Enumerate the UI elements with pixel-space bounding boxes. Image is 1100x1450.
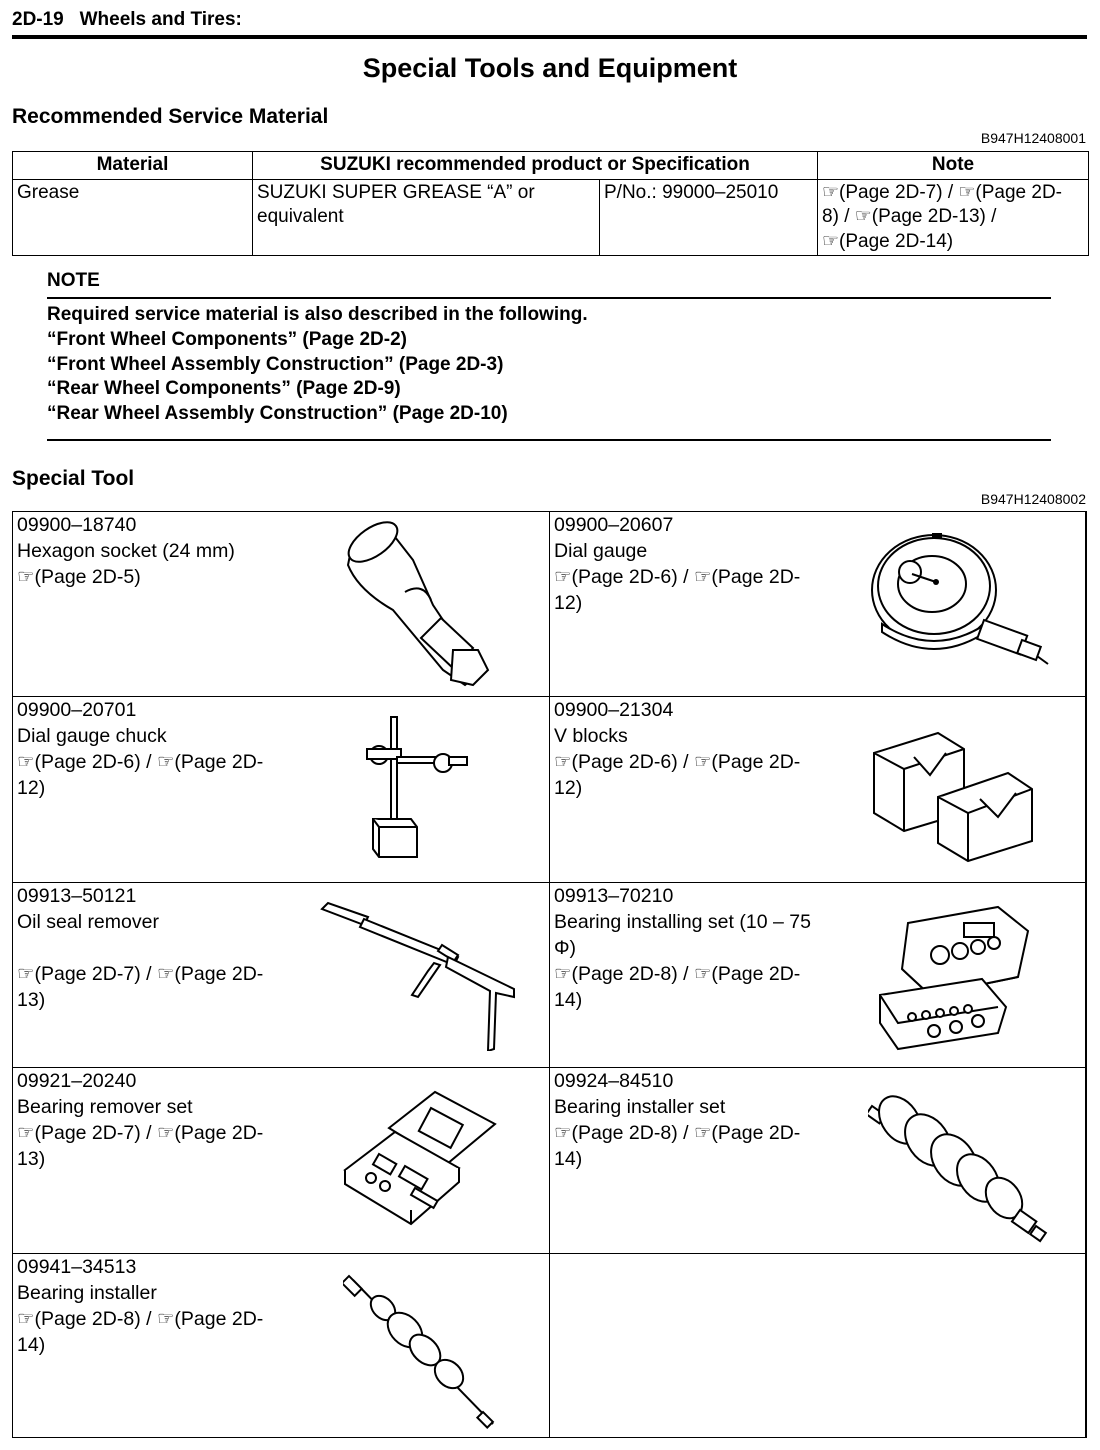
special-tool-grid: [12, 511, 1087, 1438]
service-material-table: [12, 151, 1089, 256]
tool-ref[interactable]: ☞(Page 2D-8) / ☞(Page 2D-: [554, 1122, 801, 1145]
tool-ref[interactable]: 14): [554, 988, 583, 1011]
tool-ref[interactable]: ☞(Page 2D-6) / ☞(Page 2D-: [554, 566, 801, 588]
part-number-cell: P/No.: 99000–25010: [600, 179, 818, 256]
note-line: “Rear Wheel Components” (Page 2D-9): [47, 378, 401, 400]
table-header-row: [13, 152, 1089, 180]
tool-name: Dial gauge: [554, 540, 648, 562]
tool-cell: [13, 883, 550, 1068]
tool-name: Bearing remover set: [17, 1096, 193, 1119]
tool-number: 09913–50121: [17, 884, 137, 907]
tool-name: Dial gauge chuck: [17, 725, 167, 748]
page-title: Special Tools and Equipment: [362, 53, 738, 83]
column-header-product: SUZUKI recommended product or Specification: [253, 152, 818, 180]
hexagon-socket-icon: [333, 520, 503, 690]
v-blocks-icon: [868, 713, 1058, 863]
tool-number: 09941–34513: [17, 1255, 137, 1278]
tool-ref[interactable]: ☞(Page 2D-7) / ☞(Page 2D-: [17, 962, 264, 985]
tool-ref[interactable]: 14): [17, 1333, 46, 1356]
tool-number: 09900–20607: [554, 514, 674, 536]
tool-ref[interactable]: 12): [554, 592, 583, 614]
column-header-material: Material: [13, 152, 253, 180]
tool-number: 09900–21304: [554, 699, 674, 722]
note-label: NOTE: [47, 270, 100, 291]
note-ref-line[interactable]: ☞(Page 2D-7) / ☞(Page 2D-: [822, 181, 1063, 203]
note-ref-line[interactable]: ☞(Page 2D-14): [822, 230, 954, 252]
tool-number: 09921–20240: [17, 1070, 137, 1093]
tool-cell: [13, 697, 550, 882]
dial-gauge-chuck-icon: [353, 715, 473, 865]
tool-number: 09900–20701: [17, 699, 137, 722]
page-header: [12, 9, 242, 31]
tool-ref[interactable]: ☞(Page 2D-8) / ☞(Page 2D-: [554, 962, 801, 985]
table-row: [13, 179, 1089, 256]
note-line: Required service material is also described in the following.: [47, 304, 588, 325]
bearing-remover-set-icon: [335, 1088, 515, 1238]
tool-cell: [550, 512, 1086, 697]
tool-ref[interactable]: ☞(Page 2D-7) / ☞(Page 2D-: [17, 1122, 264, 1145]
service-material-doc-id: B947H12408001: [980, 130, 1086, 146]
tool-ref[interactable]: ☞(Page 2D-5): [17, 566, 141, 588]
tool-ref[interactable]: 12): [17, 777, 46, 800]
note-divider: [47, 439, 1051, 441]
note-line: “Rear Wheel Assembly Construction” (Page 2D-10): [47, 403, 508, 425]
tool-cell: [550, 697, 1086, 882]
bearing-installer-icon: [343, 1272, 503, 1432]
tool-cell: [13, 512, 550, 697]
header-divider: [12, 35, 1087, 39]
product-cell: SUZUKI SUPER GREASE “A” or equivalent: [253, 179, 600, 256]
dial-gauge-icon: [862, 528, 1058, 684]
tool-ref[interactable]: 13): [17, 1148, 46, 1171]
tool-cell: [13, 1068, 550, 1253]
column-header-note: Note: [818, 152, 1089, 180]
tool-name: Bearing installer set: [554, 1096, 726, 1119]
tool-ref[interactable]: ☞(Page 2D-8) / ☞(Page 2D-: [17, 1307, 264, 1330]
tool-name: Oil seal remover: [17, 910, 159, 933]
tool-number: 09913–70210: [554, 884, 674, 907]
special-tool-heading: Special Tool: [12, 467, 135, 490]
material-cell: Grease: [13, 179, 253, 256]
bearing-installing-set-icon: [878, 903, 1058, 1053]
note-line: “Front Wheel Assembly Construction” (Page 2D-3): [47, 353, 504, 375]
tool-number: 09924–84510: [554, 1070, 674, 1093]
special-tool-doc-id: B947H12408002: [980, 491, 1086, 507]
tool-ref[interactable]: ☞(Page 2D-6) / ☞(Page 2D-: [17, 751, 264, 774]
tool-name: V blocks: [554, 725, 628, 748]
tool-ref[interactable]: ☞(Page 2D-6) / ☞(Page 2D-: [554, 751, 801, 774]
tool-cell: [550, 883, 1086, 1068]
empty-tool-cell: [550, 1254, 1086, 1438]
tool-cell: [550, 1068, 1086, 1253]
tool-number: 09900–18740: [17, 514, 137, 536]
section-name: Wheels and Tires:: [79, 9, 242, 30]
note-box: [47, 270, 1051, 441]
page-ref: 2D-19: [12, 9, 64, 30]
note-cell: [818, 179, 1089, 256]
note-line: “Front Wheel Components” (Page 2D-2): [47, 328, 407, 350]
tool-name: Bearing installing set (10 – 75 Φ): [554, 910, 811, 959]
bearing-installer-set-icon: [868, 1088, 1058, 1248]
tool-cell: [13, 1254, 550, 1438]
service-material-heading: Recommended Service Material: [12, 105, 329, 128]
tool-ref[interactable]: 13): [17, 988, 46, 1011]
tool-name: Hexagon socket (24 mm): [17, 540, 235, 562]
tool-ref[interactable]: 14): [554, 1148, 583, 1171]
tool-name: Bearing installer: [17, 1281, 157, 1304]
note-ref-line[interactable]: 8) / ☞(Page 2D-13) /: [822, 206, 997, 227]
oil-seal-remover-icon: [318, 901, 518, 1051]
tool-ref[interactable]: 12): [554, 777, 583, 800]
